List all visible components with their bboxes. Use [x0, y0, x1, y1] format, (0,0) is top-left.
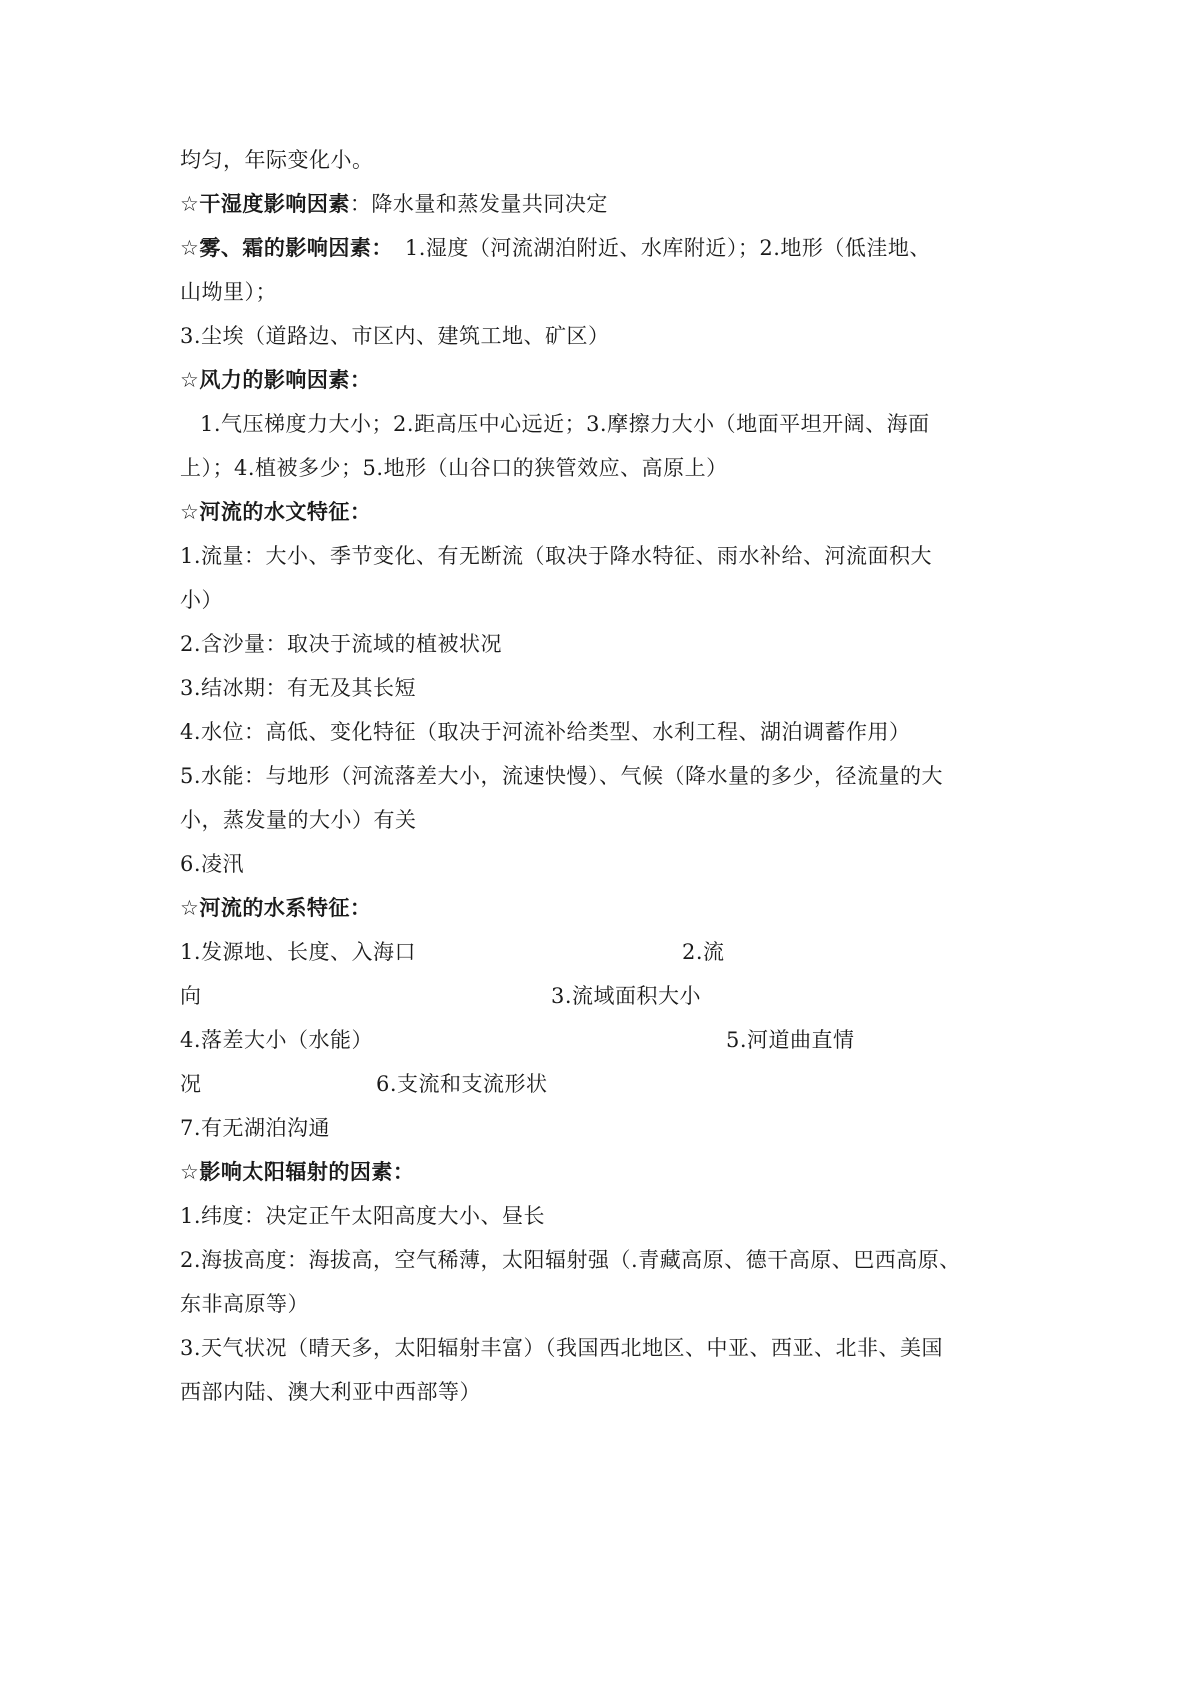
text-line: 1.气压梯度力大小；2.距高压中心远近；3.摩擦力大小（地面平坦开阔、海面 — [200, 412, 930, 436]
text-segment: 1.发源地、长度、入海口 — [180, 940, 417, 964]
text-line: 均匀，年际变化小。 — [180, 148, 374, 172]
text-line: 上）；4.植被多少；5.地形（山谷口的狭管效应、高原上） — [180, 456, 728, 480]
text-line: 小） — [180, 588, 223, 612]
text-line: 3.天气状况（晴天多，太阳辐射丰富）（我国西北地区、中亚、西亚、北非、美国 — [180, 1336, 944, 1360]
heading-body: 1.湿度（河流湖泊附近、水库附近）；2.地形（低洼地、 — [404, 236, 931, 260]
text-line: 7.有无湖泊沟通 — [180, 1116, 331, 1140]
text-segment: 向 — [180, 984, 202, 1008]
text-segment: 况 — [180, 1072, 202, 1096]
text-segment: 4.落差大小（水能） — [180, 1028, 374, 1052]
text-line: 2.含沙量：取决于流域的植被状况 — [180, 632, 503, 656]
text-segment: 6.支流和支流形状 — [376, 1072, 548, 1096]
text-line: 小，蒸发量的大小）有关 — [180, 808, 417, 832]
text-line: 2.海拔高度：海拔高，空气稀薄，太阳辐射强（.青藏高原、德干高原、巴西高原、 — [180, 1248, 961, 1272]
heading-river-system: ☆河流的水系特征： — [180, 896, 372, 920]
heading-fog-frost — [180, 234, 931, 262]
text-segment: 3.流域面积大小 — [551, 984, 702, 1008]
text-line: 5.水能：与地形（河流落差大小，流速快慢）、气候（降水量的多少，径流量的大 — [180, 764, 944, 788]
text-line: 山坳里）； — [180, 280, 277, 304]
heading-hydrology: ☆河流的水文特征： — [180, 500, 372, 524]
text-line: 3.尘埃（道路边、市区内、建筑工地、矿区） — [180, 324, 610, 348]
text-segment: 2.流 — [682, 940, 725, 964]
heading-label: ☆雾、霜的影响因素： — [180, 236, 393, 260]
text-line: 东非高原等） — [180, 1292, 309, 1316]
heading-solar-radiation: ☆影响太阳辐射的因素： — [180, 1160, 415, 1184]
text-line: 6.凌汛 — [180, 852, 245, 876]
heading-label: ☆干湿度影响因素 — [180, 192, 350, 216]
text-segment: 5.河道曲直情 — [726, 1028, 855, 1052]
text-line: 4.水位：高低、变化特征（取决于河流补给类型、水利工程、湖泊调蓄作用） — [180, 720, 911, 744]
text-line: 1.流量：大小、季节变化、有无断流（取决于降水特征、雨水补给、河流面积大 — [180, 544, 933, 568]
text-line: 西部内陆、澳大利亚中西部等） — [180, 1380, 481, 1404]
heading-wind: ☆风力的影响因素： — [180, 368, 372, 392]
text-line: 1.纬度：决定正午太阳高度大小、昼长 — [180, 1204, 546, 1228]
text-line: 3.结冰期：有无及其长短 — [180, 676, 417, 700]
heading-body: ：降水量和蒸发量共同决定 — [349, 192, 608, 216]
heading-dryness — [180, 190, 608, 218]
